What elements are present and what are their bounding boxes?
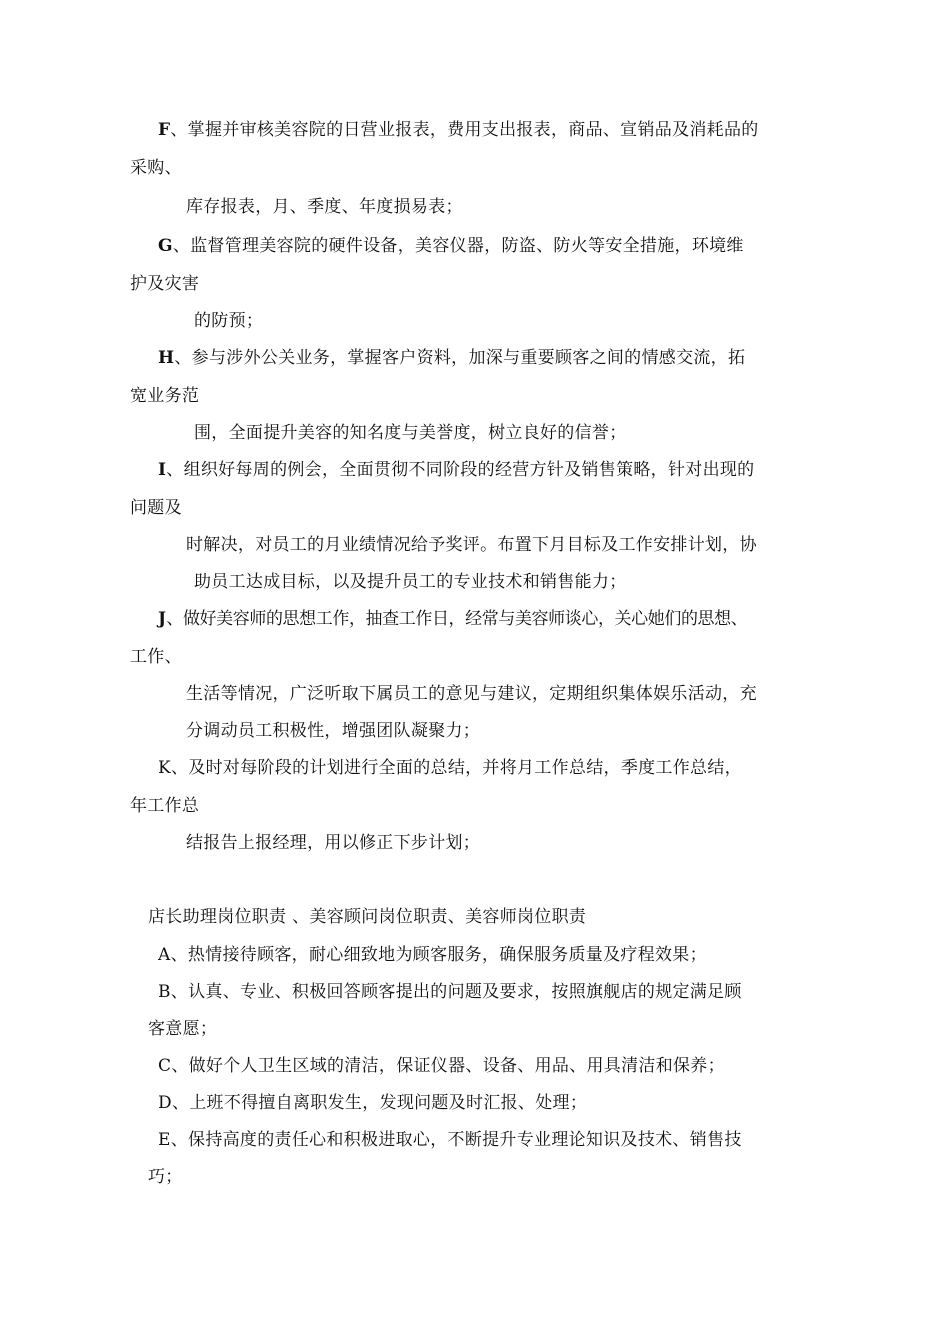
item-d-line-1 bbox=[158, 1091, 587, 1115]
item-i-line-1 bbox=[158, 458, 754, 482]
item-g-line-2: 护及灾害 bbox=[130, 274, 200, 294]
item-g-line-3: 的防预； bbox=[194, 311, 264, 331]
item-letter: A bbox=[158, 945, 171, 965]
item-letter: K bbox=[158, 758, 172, 778]
item-text: 、做好个人卫生区域的清洁，保证仪器、设备、用品、用具清洁和保养； bbox=[171, 1056, 725, 1076]
item-text: 、组织好每周的例会，全面贯彻不同阶段的经营方针及销售策略，针对出现的 bbox=[166, 460, 755, 480]
item-f-line-1 bbox=[158, 118, 759, 142]
item-j-line-4: 分调动员工积极性，增强团队凝聚力； bbox=[186, 721, 481, 741]
item-e-line-1 bbox=[158, 1128, 742, 1152]
item-a-line-1 bbox=[158, 943, 707, 967]
item-text: 、热情接待顾客，耐心细致地为顾客服务，确保服务质量及疗程效果； bbox=[170, 945, 707, 965]
item-i-line-2: 问题及 bbox=[130, 498, 182, 518]
item-e-line-2: 巧； bbox=[148, 1167, 183, 1187]
item-letter: C bbox=[158, 1056, 172, 1076]
section-title: 店长助理岗位职责 、美容顾问岗位职责、美容师岗位职责 bbox=[148, 907, 587, 927]
item-text: 、认真、专业、积极回答顾客提出的问题及要求，按照旗舰店的规定满足顾 bbox=[170, 982, 742, 1002]
item-letter: G bbox=[158, 236, 173, 256]
item-letter: I bbox=[158, 460, 167, 480]
item-k-line-1 bbox=[158, 756, 742, 780]
item-k-line-2: 年工作总 bbox=[130, 796, 200, 816]
item-i-line-3: 时解决，对员工的月业绩情况给予奖评。布置下月目标及工作安排计划，协 bbox=[186, 535, 757, 555]
item-letter: D bbox=[158, 1093, 172, 1113]
item-f-line-2: 采购、 bbox=[130, 158, 182, 178]
item-b-line-2: 客意愿； bbox=[148, 1019, 218, 1039]
item-letter: J bbox=[158, 609, 167, 629]
item-text: 、做好美容师的思想工作，抽查工作日，经常与美容师谈心，关心她们的思想、 bbox=[166, 609, 748, 629]
item-g-line-1 bbox=[158, 234, 744, 258]
item-h-line-3: 围，全面提升美容的知名度与美誉度，树立良好的信誉； bbox=[194, 423, 627, 443]
item-letter: E bbox=[158, 1130, 171, 1150]
item-h-line-1 bbox=[158, 346, 745, 370]
item-text: 、上班不得擅自离职发生，发现问题及时汇报、处理； bbox=[171, 1093, 588, 1113]
item-letter: H bbox=[158, 348, 175, 368]
item-text: 、保持高度的责任心和积极进取心，不断提升专业理论知识及技术、销售技 bbox=[170, 1130, 742, 1150]
item-text: 、及时对每阶段的计划进行全面的总结，并将月工作总结，季度工作总结， bbox=[171, 758, 742, 778]
item-text: 、掌握并审核美容院的日营业报表，费用支出报表，商品、宣销品及消耗品的 bbox=[170, 120, 759, 140]
item-letter: F bbox=[158, 120, 171, 140]
item-f-line-3: 库存报表，月、季度、年度损易表； bbox=[186, 197, 463, 217]
item-i-line-4: 助员工达成目标，以及提升员工的专业技术和销售能力； bbox=[194, 572, 627, 592]
item-h-line-2: 宽业务范 bbox=[130, 386, 200, 406]
item-letter: B bbox=[158, 982, 171, 1002]
item-c-line-1 bbox=[158, 1054, 725, 1078]
item-k-line-3: 结报告上报经理，用以修正下步计划； bbox=[186, 833, 481, 853]
item-b-line-1 bbox=[158, 980, 742, 1004]
item-j-line-2: 工作、 bbox=[130, 647, 182, 667]
item-text: 、监督管理美容院的硬件设备，美容仪器，防盗、防火等安全措施，环境维 bbox=[172, 236, 744, 256]
item-j-line-3: 生活等情况，广泛听取下属员工的意见与建议，定期组织集体娱乐活动，充 bbox=[186, 684, 757, 704]
item-j-line-1 bbox=[158, 607, 747, 631]
item-text: 、参与涉外公关业务，掌握客户资料，加深与重要顾客之间的情感交流，拓 bbox=[174, 348, 746, 368]
